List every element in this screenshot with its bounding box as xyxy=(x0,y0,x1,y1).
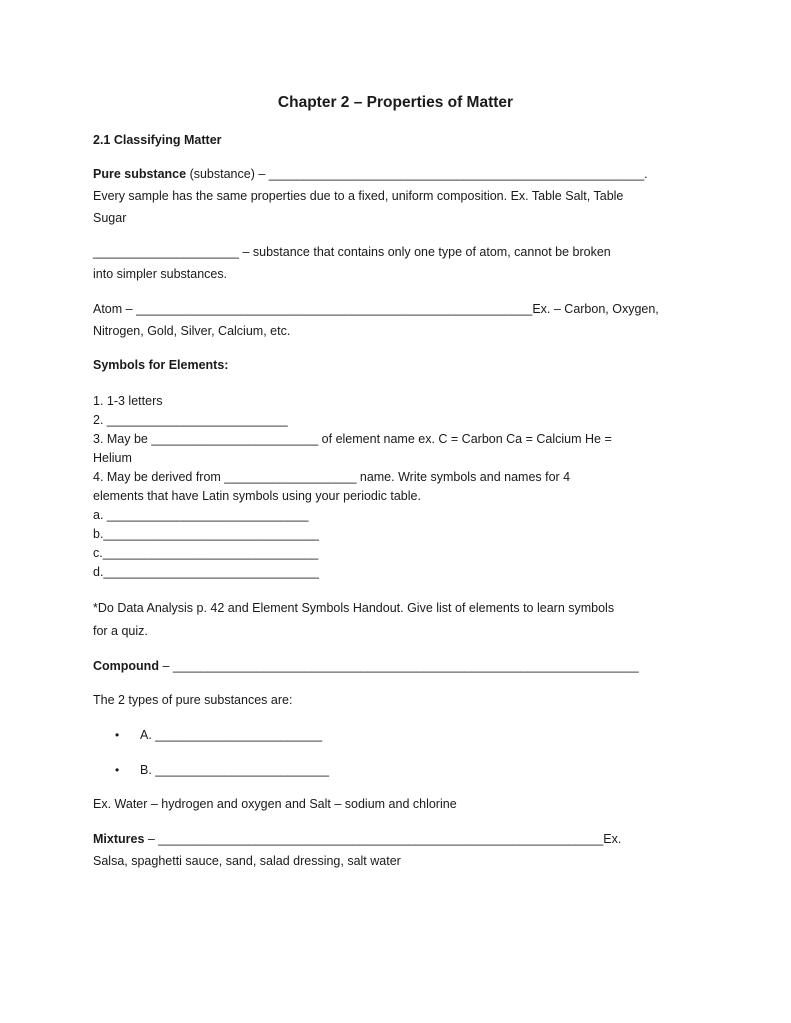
symbols-list-item: elements that have Latin symbols using your periodic table. xyxy=(93,489,421,503)
types-intro: The 2 types of pure substances are: xyxy=(93,693,293,707)
symbols-list-item: d._______________________________ xyxy=(93,565,319,579)
note-line-1: *Do Data Analysis p. 42 and Element Symbols Handout. Give list of elements to learn symbols xyxy=(93,601,615,615)
pure-substance-line-3: Sugar xyxy=(93,211,127,225)
atom-definition-line-1: Atom – _________________________________________________________Ex. – Carbon, Oxygen, xyxy=(93,302,659,316)
pure-substance-line-1 xyxy=(93,165,648,183)
compound-blank: – ___________________________________________________________________ xyxy=(158,659,639,673)
symbols-list-item: b._______________________________ xyxy=(93,527,319,541)
bullet-icon: • xyxy=(115,763,120,777)
pure-substance-term: Pure substance xyxy=(93,167,187,181)
element-definition-line-2: into simpler substances. xyxy=(93,267,228,281)
symbols-list-item: c._______________________________ xyxy=(93,546,319,560)
mixtures-line-2: Salsa, spaghetti sauce, sand, salad dressing, salt water xyxy=(93,854,401,868)
symbols-list-item: a. _____________________________ xyxy=(93,508,309,522)
compound-line xyxy=(93,657,639,675)
mixtures-blank: – ________________________________________________________________Ex. xyxy=(144,832,622,846)
types-bullet-item xyxy=(115,761,329,779)
element-definition-line-1: _____________________ – substance that contains only one type of atom, cannot be broken xyxy=(93,245,611,259)
mixtures-line-1 xyxy=(93,830,621,848)
types-bullet-text: B. _________________________ xyxy=(140,763,330,777)
note-line-2: for a quiz. xyxy=(93,624,148,638)
symbols-list-item: 4. May be derived from ___________________ name. Write symbols and names for 4 xyxy=(93,470,571,484)
atom-definition-line-2: Nitrogen, Gold, Silver, Calcium, etc. xyxy=(93,324,291,338)
symbols-heading: Symbols for Elements: xyxy=(93,358,229,372)
mixtures-term: Mixtures xyxy=(93,832,145,846)
pure-substance-blank: (substance) – ______________________________________________________. xyxy=(186,167,648,181)
symbols-list-item: 3. May be ________________________ of element name ex. C = Carbon Ca = Calcium He = xyxy=(93,432,612,446)
pure-substance-line-2: Every sample has the same properties due to a fixed, uniform composition. Ex. Table Salt, Table xyxy=(93,189,624,203)
section-heading: 2.1 Classifying Matter xyxy=(93,133,222,147)
symbols-list-item: 2. __________________________ xyxy=(93,413,288,427)
symbols-list-item: Helium xyxy=(93,451,132,465)
example-line: Ex. Water – hydrogen and oxygen and Salt – sodium and chlorine xyxy=(93,797,457,811)
types-bullet-text: A. ________________________ xyxy=(140,728,323,742)
types-bullet-item xyxy=(115,726,322,744)
page-title: Chapter 2 – Properties of Matter xyxy=(277,94,514,111)
symbols-list-item: 1. 1-3 letters xyxy=(93,394,163,408)
compound-term: Compound xyxy=(93,659,159,673)
bullet-icon: • xyxy=(115,728,120,742)
